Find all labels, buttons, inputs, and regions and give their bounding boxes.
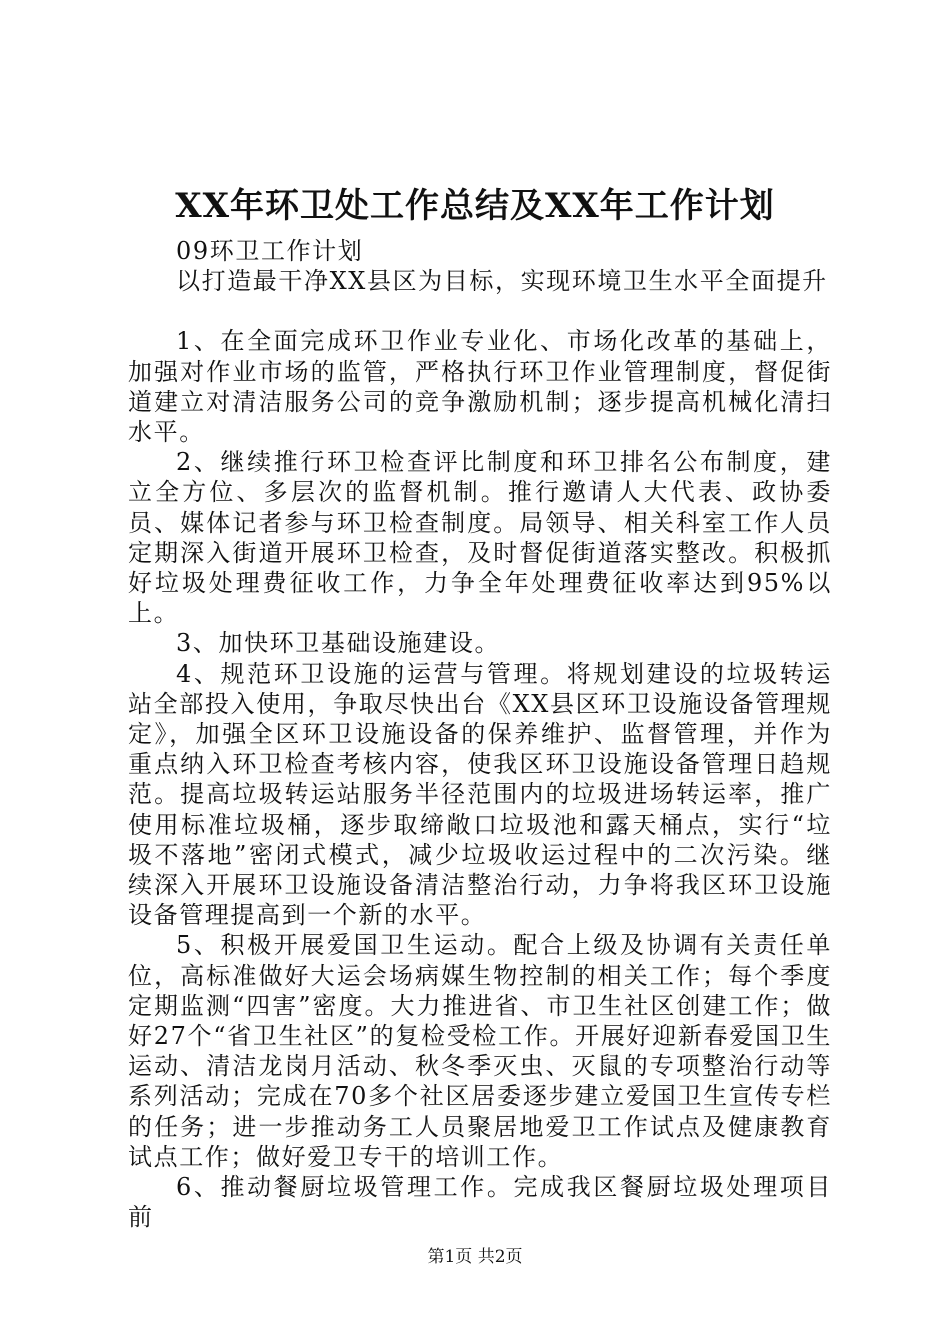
paragraph-3: 3、加快环卫基础设施建设。 [176,629,501,658]
paragraph-6: 6、推动餐厨垃圾管理工作。完成我区餐厨垃圾处理项目前 [128,1173,832,1232]
paragraph-2: 2、继续推行环卫检查评比制度和环卫排名公布制度，建立全方位、多层次的监督机制。推行邀请人大代表、政协委员、媒体记者参与环卫检查制度。局领导、相关科室工作人员定期深入街道开展环卫检查，及时督促街道落实整改。积极抓好垃圾处理费征收工作，力争全年处理费征收率达到95%以上。 [128,448,832,628]
document-body [128,236,832,1233]
document-title: XX年环卫处工作总结及XX年工作计划 [175,186,775,226]
page-number: 第1页 共2页 [427,1247,523,1267]
paragraph-1: 1、在全面完成环卫作业专业化、市场化改革的基础上，加强对作业市场的监管，严格执行环卫作业管理制度，督促街道建立对清洁服务公司的竞争激励机制；逐步提高机械化清扫水平。 [128,327,832,447]
paragraph-5: 5、积极开展爱国卫生运动。配合上级及协调有关责任单位，高标准做好大运会场病媒生物控制的相关工作；每个季度定期监测“四害”密度。大力推进省、市卫生社区创建工作；做好27个“省卫生社区”的复检受检工作。开展好迎新春爱国卫生运动、清洁龙岗月活动、秋冬季灭虫、灭鼠的专项整治行动等系列活动；完成在70多个社区居委逐步建立爱国卫生宣传专栏的任务；进一步推动务工人员聚居地爱卫工作试点及健康教育试点工作；做好爱卫专干的培训工作。 [128,931,832,1171]
paragraph-4: 4、规范环卫设施的运营与管理。将规划建设的垃圾转运站全部投入使用，争取尽快出台《XX县区环卫设施设备管理规定》，加强全区环卫设施设备的保养维护、监督管理，并作为重点纳入环卫检查考核内容，使我区环卫设施设备管理日趋规范。提高垃圾转运站服务半径范围内的垃圾进场转运率，推广使用标准垃圾桶，逐步取缔敞口垃圾池和露天桶点，实行“垃圾不落地”密闭式模式，减少垃圾收运过程中的二次污染。继续深入开展环卫设施设备清洁整治行动，力争将我区环卫设施设备管理提高到一个新的水平。 [128,659,832,930]
document-subtitle: 09环卫工作计划 [176,237,364,265]
document-lead: 以打造最干净XX县区为目标，实现环境卫生水平全面提升 [176,267,828,296]
